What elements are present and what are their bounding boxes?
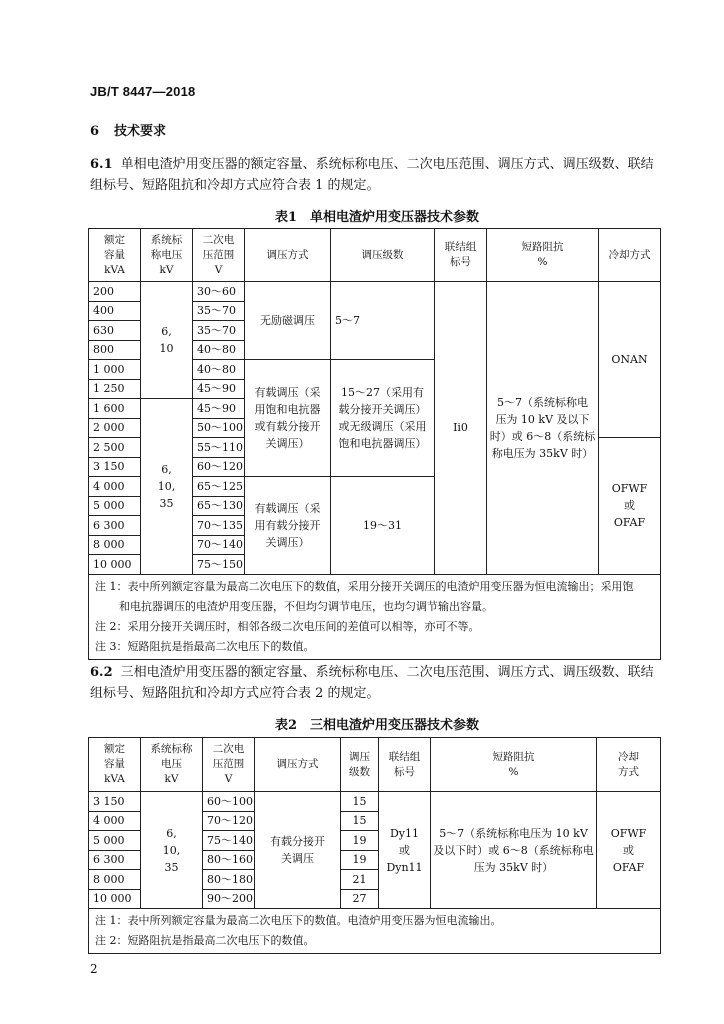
capacity-cell: 4 000	[89, 477, 141, 497]
capacity-cell: 200	[89, 282, 141, 302]
capacity-cell: 2 500	[89, 438, 141, 458]
paragraph-6-2	[90, 662, 664, 704]
col-header-impedance: 短路阻抗 %	[487, 229, 599, 282]
col-header-system-voltage: 系统标 称电压 kV	[141, 229, 193, 282]
capacity-cell: 3 150	[89, 792, 141, 812]
regulation-steps-cell: 15	[341, 792, 379, 812]
secondary-voltage-cell: 35～70	[193, 301, 245, 321]
regulation-steps-cell: 5～7	[331, 282, 435, 360]
table-2	[88, 737, 661, 954]
secondary-voltage-cell: 60～100	[203, 792, 255, 812]
capacity-cell: 10 000	[89, 555, 141, 575]
secondary-voltage-cell: 65～125	[193, 477, 245, 497]
system-voltage-cell: 6, 10, 35	[141, 792, 203, 909]
section-number: 6	[90, 124, 100, 139]
col-header-regulation-method: 调压方式	[255, 738, 341, 792]
table-row	[89, 792, 661, 812]
paragraph-text: 单相电渣炉用变压器的额定容量、系统标称电压、二次电压范围、调压方式、调压级数、联结组标号、短路阻抗和冷却方式应符合表 1 的规定。	[90, 157, 654, 193]
regulation-steps-cell: 15	[341, 811, 379, 831]
capacity-cell: 3 150	[89, 457, 141, 477]
paragraph-text: 三相电渣炉用变压器的额定容量、系统标称电压、二次电压范围、调压方式、调压级数、联结组标号、短路阻抗和冷却方式应符合表 2 的规定。	[90, 665, 654, 701]
regulation-steps-cell: 19	[341, 850, 379, 870]
table-1-note-3: 注 3：短路阻抗是指最高二次电压下的数值。	[95, 639, 315, 653]
capacity-cell: 4 000	[89, 811, 141, 831]
secondary-voltage-cell: 75～150	[193, 555, 245, 575]
paragraph-6-1	[90, 154, 664, 196]
col-header-cooling: 冷却方式	[599, 229, 661, 282]
regulation-method-cell: 有载分接开 关调压	[255, 792, 341, 909]
section-heading	[90, 120, 166, 139]
capacity-cell: 6 300	[89, 516, 141, 536]
table-2-note-2: 注 2：短路阻抗是指最高二次电压下的数值。	[95, 934, 315, 947]
impedance-cell: 5～7（系统标称电压为 10 kV 及以下时）或 6～8（系统标称电 压为 35kV 时）	[431, 792, 597, 909]
col-header-secondary-voltage: 二次电 压范围 V	[203, 738, 255, 792]
capacity-cell: 1 000	[89, 360, 141, 380]
capacity-cell: 8 000	[89, 535, 141, 555]
paragraph-number: 6.1	[90, 157, 113, 172]
impedance-cell: 5～7（系统标称电 压为 10 kV 及以下 时）或 6～8（系统标 称电压为 35kV 时）	[487, 282, 599, 575]
col-header-capacity: 额定 容量 kVA	[89, 229, 141, 282]
connection-cell: Ii0	[435, 282, 487, 575]
regulation-steps-cell: 19～31	[331, 477, 435, 575]
capacity-cell: 400	[89, 301, 141, 321]
secondary-voltage-cell: 70～140	[193, 535, 245, 555]
col-header-system-voltage: 系统标称 电压 kV	[141, 738, 203, 792]
table-1-note-1-continued: 和电抗器调压的电渣炉用变压器，不但均匀调节电压，也均匀调节输出容量。	[119, 599, 493, 613]
table-2-notes	[89, 909, 661, 954]
secondary-voltage-cell: 60～120	[193, 457, 245, 477]
secondary-voltage-cell: 80～160	[203, 850, 255, 870]
secondary-voltage-cell: 35～70	[193, 321, 245, 341]
table-row	[89, 282, 661, 302]
col-header-cooling: 冷却 方式	[597, 738, 661, 792]
regulation-steps-cell: 15～27（采用有 载分接开关调压） 或无级调压（采用 饱和电抗器调压）	[331, 360, 435, 477]
secondary-voltage-cell: 75～140	[203, 831, 255, 851]
regulation-steps-cell: 19	[341, 831, 379, 851]
secondary-voltage-cell: 50～100	[193, 418, 245, 438]
capacity-cell: 6 300	[89, 850, 141, 870]
table-2-caption: 表2 三相电渣炉用变压器技术参数	[274, 718, 480, 733]
capacity-cell: 10 000	[89, 889, 141, 909]
regulation-steps-cell: 27	[341, 889, 379, 909]
regulation-method-cell: 有载调压（采 用饱和电抗器 或有载分接开 关调压）	[245, 360, 331, 477]
col-header-impedance: 短路阻抗 %	[431, 738, 597, 792]
capacity-cell: 1 600	[89, 399, 141, 419]
standard-number: JB/T 8447—2018	[90, 84, 196, 99]
secondary-voltage-cell: 30～60	[193, 282, 245, 302]
system-voltage-cell: 6, 10	[141, 282, 193, 399]
secondary-voltage-cell: 70～135	[193, 516, 245, 536]
capacity-cell: 5 000	[89, 831, 141, 851]
capacity-cell: 8 000	[89, 870, 141, 890]
connection-cell: Dy11 或 Dyn11	[379, 792, 431, 909]
capacity-cell: 800	[89, 340, 141, 360]
col-header-connection: 联结组 标号	[435, 229, 487, 282]
secondary-voltage-cell: 55～110	[193, 438, 245, 458]
secondary-voltage-cell: 65～130	[193, 496, 245, 516]
table-2-note-1: 注 1：表中所列额定容量为最高二次电压下的数值。电渣炉用变压器为恒电流输出。	[95, 914, 502, 927]
cooling-cell: ONAN	[599, 282, 661, 438]
table-2-header-row	[89, 738, 661, 792]
cooling-cell: OFWF 或 OFAF	[599, 438, 661, 575]
table-1	[88, 228, 661, 660]
secondary-voltage-cell: 80～180	[203, 870, 255, 890]
table-1-note-2: 注 2：采用分接开关调压时，相邻各级二次电压间的差值可以相等，亦可不等。	[95, 619, 480, 633]
secondary-voltage-cell: 40～80	[193, 340, 245, 360]
cooling-cell: OFWF 或 OFAF	[597, 792, 661, 909]
table-1-header-row	[89, 229, 661, 282]
section-title: 技术要求	[114, 124, 167, 139]
secondary-voltage-cell: 45～90	[193, 399, 245, 419]
col-header-regulation-method: 调压方式	[245, 229, 331, 282]
regulation-method-cell: 有载调压（采 用有载分接开 关调压）	[245, 477, 331, 575]
system-voltage-cell: 6, 10, 35	[141, 399, 193, 575]
secondary-voltage-cell: 40～80	[193, 360, 245, 380]
secondary-voltage-cell: 90～200	[203, 889, 255, 909]
secondary-voltage-cell: 70～120	[203, 811, 255, 831]
col-header-secondary-voltage: 二次电 压范围 V	[193, 229, 245, 282]
table-1-caption: 表1 单相电渣炉用变压器技术参数	[274, 210, 480, 225]
regulation-method-cell: 无励磁调压	[245, 282, 331, 360]
col-header-regulation-steps: 调压 级数	[341, 738, 379, 792]
col-header-regulation-steps: 调压级数	[331, 229, 435, 282]
page-number: 2	[90, 962, 98, 976]
capacity-cell: 1 250	[89, 379, 141, 399]
capacity-cell: 630	[89, 321, 141, 341]
col-header-capacity: 额定 容量 kVA	[89, 738, 141, 792]
table-1-notes	[89, 574, 661, 659]
table-1-note-1: 注 1：表中所列额定容量为最高二次电压下的数值，采用分接开关调压的电渣炉用变压器为恒电流输出；采用饱	[95, 579, 634, 593]
paragraph-number: 6.2	[90, 665, 113, 680]
capacity-cell: 2 000	[89, 418, 141, 438]
regulation-steps-cell: 21	[341, 870, 379, 890]
secondary-voltage-cell: 45～90	[193, 379, 245, 399]
capacity-cell: 5 000	[89, 496, 141, 516]
col-header-connection: 联结组 标号	[379, 738, 431, 792]
